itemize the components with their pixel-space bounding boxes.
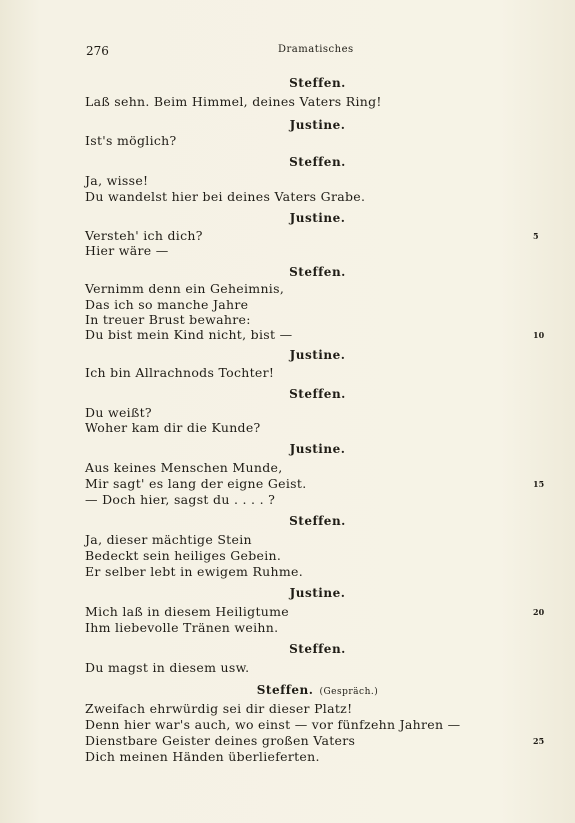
speaker-name xyxy=(0,442,575,456)
speaker-label: Steffen. xyxy=(289,387,346,401)
verse-line: Das ich so manche Jahre xyxy=(85,297,249,312)
speaker-label: Steffen. xyxy=(289,265,346,279)
verse-line: Ich bin Allrachnods Tochter! xyxy=(85,365,275,380)
speaker-label: Justine. xyxy=(289,442,346,456)
page-header xyxy=(86,44,486,62)
speaker-label: Justine. xyxy=(289,118,346,132)
speaker-name xyxy=(0,265,575,279)
running-title: Dramatisches xyxy=(278,44,354,55)
verse-line: Ja, wisse! xyxy=(85,173,149,188)
speaker-label: Justine. xyxy=(289,586,346,600)
verse-line: Ihm liebevolle Tränen weihn. xyxy=(85,620,279,635)
line-number: 15 xyxy=(533,479,545,489)
speaker-name xyxy=(0,642,575,656)
speaker-name xyxy=(0,514,575,528)
verse-line: Zweifach ehrwürdig sei dir dieser Platz! xyxy=(85,701,353,716)
verse-line: Du bist mein Kind nicht, bist — xyxy=(85,327,293,342)
speaker-label: Steffen. xyxy=(289,514,346,528)
speaker-name xyxy=(0,76,575,90)
verse-line: Du magst in diesem usw. xyxy=(85,660,250,675)
speaker-name xyxy=(0,387,575,401)
verse-line: Vernimm denn ein Geheimnis, xyxy=(85,281,285,296)
verse-line: Woher kam dir die Kunde? xyxy=(85,420,261,435)
speaker-label: Justine. xyxy=(289,211,346,225)
verse-line: Ist's möglich? xyxy=(85,133,177,148)
speaker-label: Steffen. xyxy=(289,76,346,90)
speaker-name xyxy=(0,118,575,132)
verse-line: Er selber lebt in ewigem Ruhme. xyxy=(85,564,304,579)
line-number: 10 xyxy=(533,330,545,340)
verse-line: Versteh' ich dich? xyxy=(85,228,203,243)
speaker-name xyxy=(0,211,575,225)
speaker-label: Steffen. xyxy=(289,155,346,169)
speaker-name xyxy=(0,348,575,362)
verse-line: Ja, dieser mächtige Stein xyxy=(85,532,252,547)
verse-line: Aus keines Menschen Munde, xyxy=(85,460,283,475)
speaker-name xyxy=(0,586,575,600)
page-number: 276 xyxy=(86,44,109,58)
verse-line: Mich laß in diesem Heiligtume xyxy=(85,604,289,619)
verse-line: Denn hier war's auch, wo einst — vor fünfzehn Jahren — xyxy=(85,717,461,732)
verse-line: Dienstbare Geister deines großen Vaters xyxy=(85,733,356,748)
line-number: 20 xyxy=(533,607,545,617)
verse-line: Dich meinen Händen überlieferten. xyxy=(85,749,320,764)
verse-line: — Doch hier, sagst du . . . . ? xyxy=(85,492,276,507)
verse-line: Du weißt? xyxy=(85,405,152,420)
verse-line: Mir sagt' es lang der eigne Geist. xyxy=(85,476,307,491)
speaker-name xyxy=(0,155,575,169)
speaker-label: Steffen. xyxy=(256,683,314,697)
verse-line: In treuer Brust bewahre: xyxy=(85,312,251,327)
speaker-name xyxy=(0,683,575,697)
verse-line: Du wandelst hier bei deines Vaters Grabe. xyxy=(85,189,366,204)
verse-line: Bedeckt sein heiliges Gebein. xyxy=(85,548,282,563)
speaker-label: Steffen. xyxy=(289,642,346,656)
line-number: 25 xyxy=(533,736,545,746)
line-number: 5 xyxy=(533,231,539,241)
verse-line: Hier wäre — xyxy=(85,243,169,258)
verse-line: Laß sehn. Beim Himmel, deines Vaters Ring! xyxy=(85,94,382,109)
stage-direction: (Gespräch.) xyxy=(319,687,379,697)
speaker-label: Justine. xyxy=(289,348,346,362)
